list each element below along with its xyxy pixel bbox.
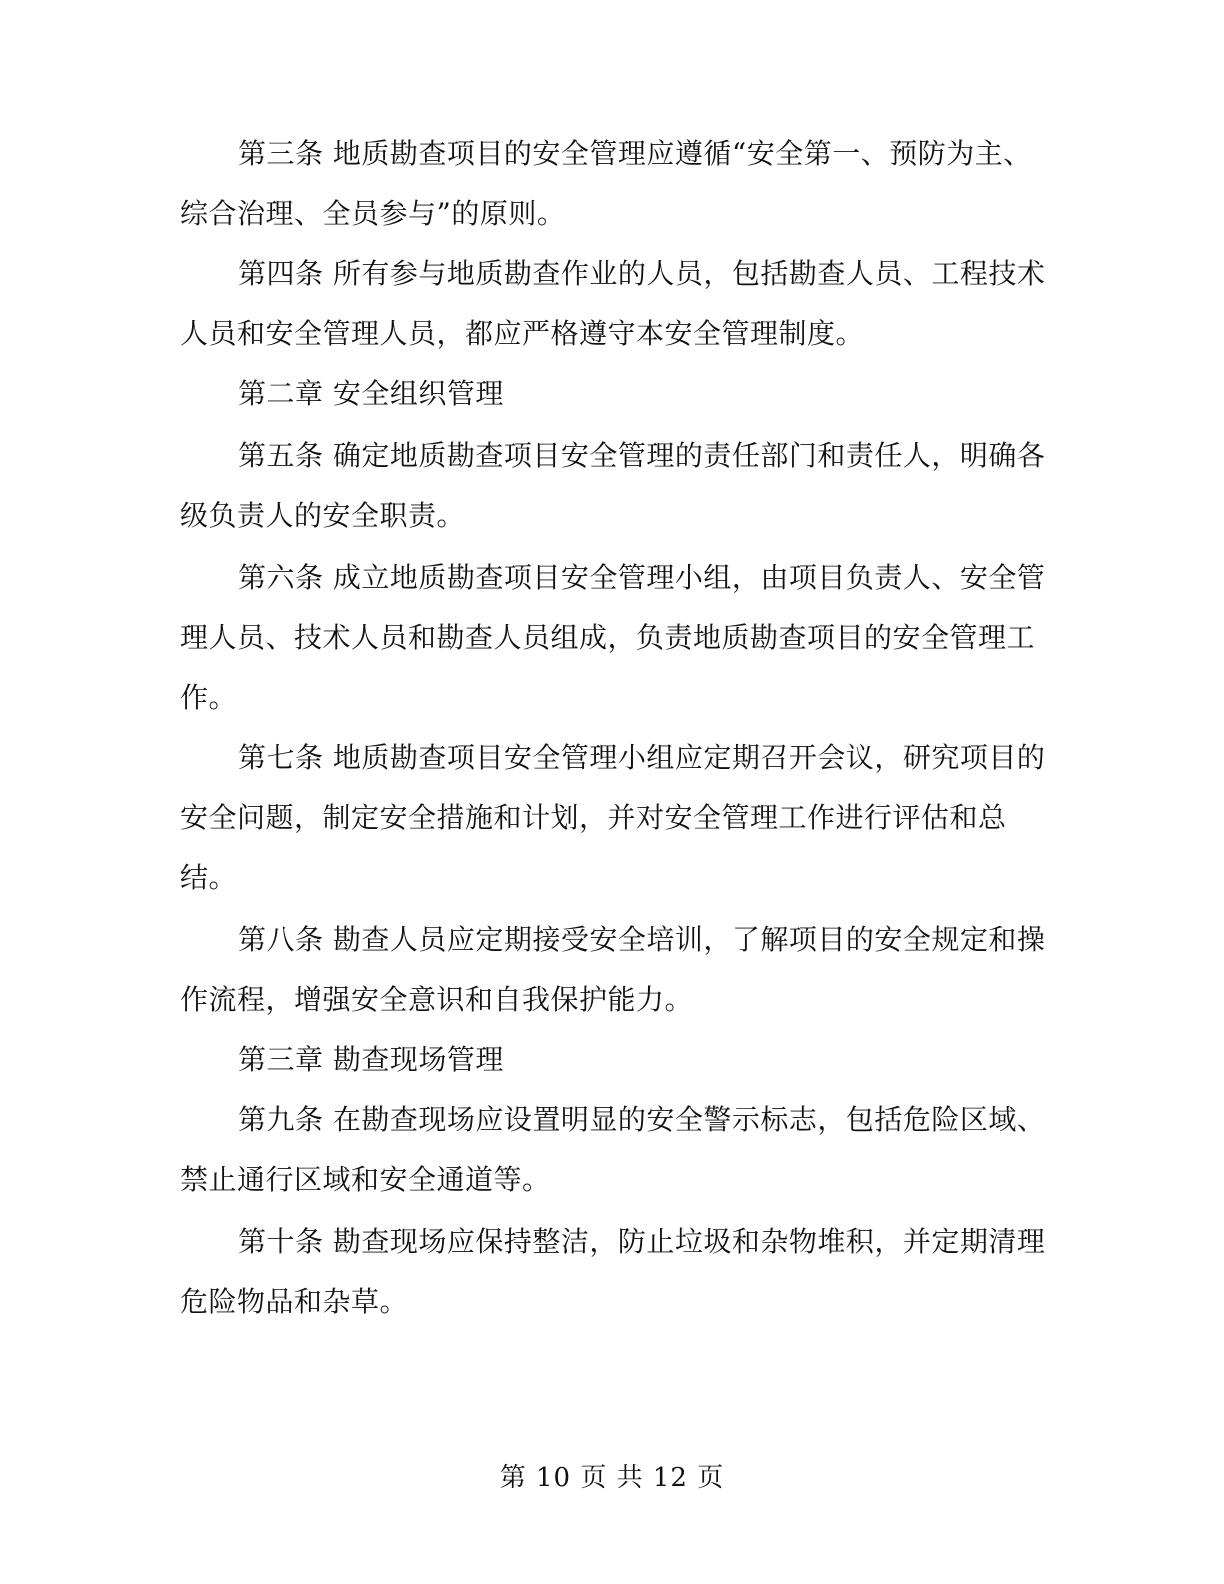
article-4-line-1: 第四条 所有参与地质勘查作业的人员，包括勘查人员、工程技术 — [238, 257, 1046, 290]
article-6-line-3: 作。 — [180, 681, 238, 714]
article-9-line-2: 禁止通行区域和安全通道等。 — [180, 1163, 551, 1196]
chapter-3-heading: 第三章 勘查现场管理 — [238, 1043, 504, 1076]
chapter-2-heading: 第二章 安全组织管理 — [238, 377, 504, 410]
article-3-line-1: 第三条 地质勘查项目的安全管理应遵循“安全第一、预防为主、 — [238, 137, 1032, 170]
article-6-line-1: 第六条 成立地质勘查项目安全管理小组，由项目负责人、安全管 — [238, 561, 1046, 594]
article-7-line-1: 第七条 地质勘查项目安全管理小组应定期召开会议，研究项目的 — [238, 741, 1046, 774]
article-6-line-2: 理人员、技术人员和勘查人员组成，负责地质勘查项目的安全管理工 — [180, 621, 1036, 654]
article-9-line-1: 第九条 在勘查现场应设置明显的安全警示标志，包括危险区域、 — [238, 1103, 1046, 1136]
article-10-line-1: 第十条 勘查现场应保持整洁，防止垃圾和杂物堆积，并定期清理 — [238, 1225, 1046, 1258]
article-5-line-1: 第五条 确定地质勘查项目安全管理的责任部门和责任人，明确各 — [238, 439, 1046, 472]
article-7-line-2: 安全问题，制定安全措施和计划，并对安全管理工作进行评估和总 — [180, 801, 1007, 834]
article-8-line-2: 作流程，增强安全意识和自我保护能力。 — [180, 983, 694, 1016]
article-3-line-2: 综合治理、全员参与”的原则。 — [180, 197, 566, 230]
article-8-line-1: 第八条 勘查人员应定期接受安全培训，了解项目的安全规定和操 — [238, 923, 1046, 956]
article-10-line-2: 危险物品和杂草。 — [180, 1285, 409, 1318]
article-5-line-2: 级负责人的安全职责。 — [180, 499, 466, 532]
article-7-line-3: 结。 — [180, 861, 238, 894]
article-4-line-2: 人员和安全管理人员，都应严格遵守本安全管理制度。 — [180, 317, 865, 350]
page-number-footer: 第 10 页 共 12 页 — [499, 1463, 725, 1493]
